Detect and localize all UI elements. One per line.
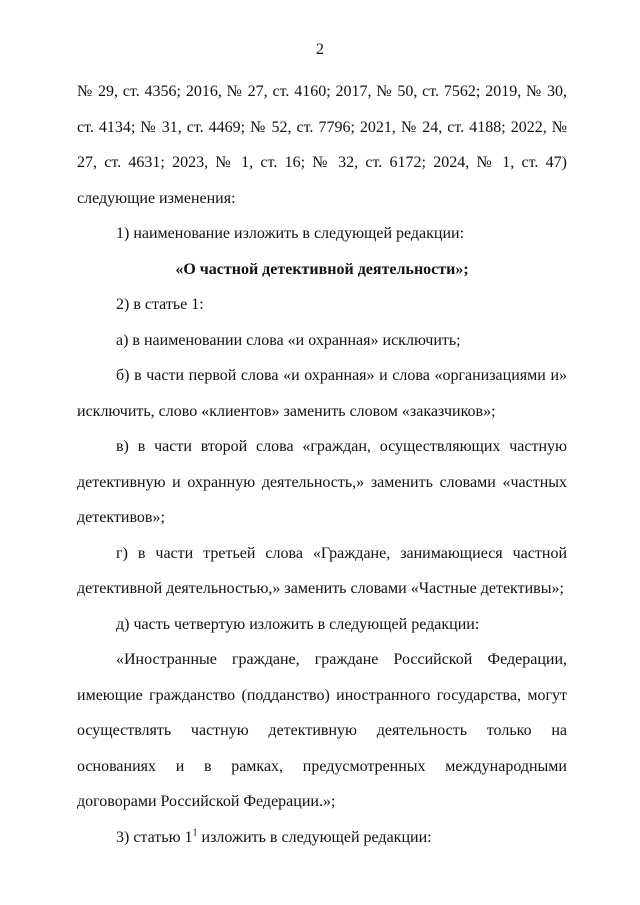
paragraph-item-2b: б) в части первой слова «и охранная» и слова «организациями и» исключить, слово «клиентов» заменить словом «заказчиков»; bbox=[77, 367, 567, 420]
paragraph-item-3-text: 3) статью 1 bbox=[116, 828, 193, 846]
paragraph-item-2d: д) часть четвертую изложить в следующей редакции: bbox=[116, 615, 480, 633]
paragraph-item-2a: а) в наименовании слова «и охранная» исключить; bbox=[116, 331, 461, 349]
article-superscript: 1 bbox=[192, 827, 198, 839]
paragraph-item-2v: в) в части второй слова «граждан, осуществляющих частную детективную и охранную деятельность,» заменить словами «частных детективов»; bbox=[77, 438, 567, 526]
paragraph-item-2: 2) в статье 1: bbox=[116, 296, 204, 313]
paragraph-item-2g: г) в части третьей слова «Граждане, занимающиеся частной детективной деятельностью,» заменить словами «Частные детективы»; bbox=[77, 544, 567, 597]
page-number: 2 bbox=[316, 41, 324, 58]
paragraph-amendment-sources: № 29, ст. 4356; 2016, № 27, ст. 4160; 2017, № 50, ст. 7562; 2019, № 30, ст. 4134; № 31, ст. 4469; № 52, ст. 7796; 2021, № 24, ст. 4188; 2022, № 27, ст. 4631; 2023, № 1, ст. 16; № 32, ст. 6172; 2024, № 1, ст. 47) следующие изменения: bbox=[77, 83, 567, 207]
paragraph-item-1: 1) наименование изложить в следующей редакции: bbox=[116, 225, 465, 242]
paragraph-item-3 bbox=[77, 820, 567, 856]
paragraph-new-title: «О частной детективной деятельности»; bbox=[175, 260, 469, 278]
document-body bbox=[77, 74, 567, 855]
paragraph-item-3-tail: изложить в следующей редакции: bbox=[197, 828, 432, 846]
paragraph-quoted-text: «Иностранные граждане, граждане Российской Федерации, имеющие гражданство (подданство) иностранного государства, могут осуществлять частную детективную деятельность только на основаниях и в рамках, предусмотренных международными договорами Российской Федерации.»; bbox=[77, 651, 567, 810]
